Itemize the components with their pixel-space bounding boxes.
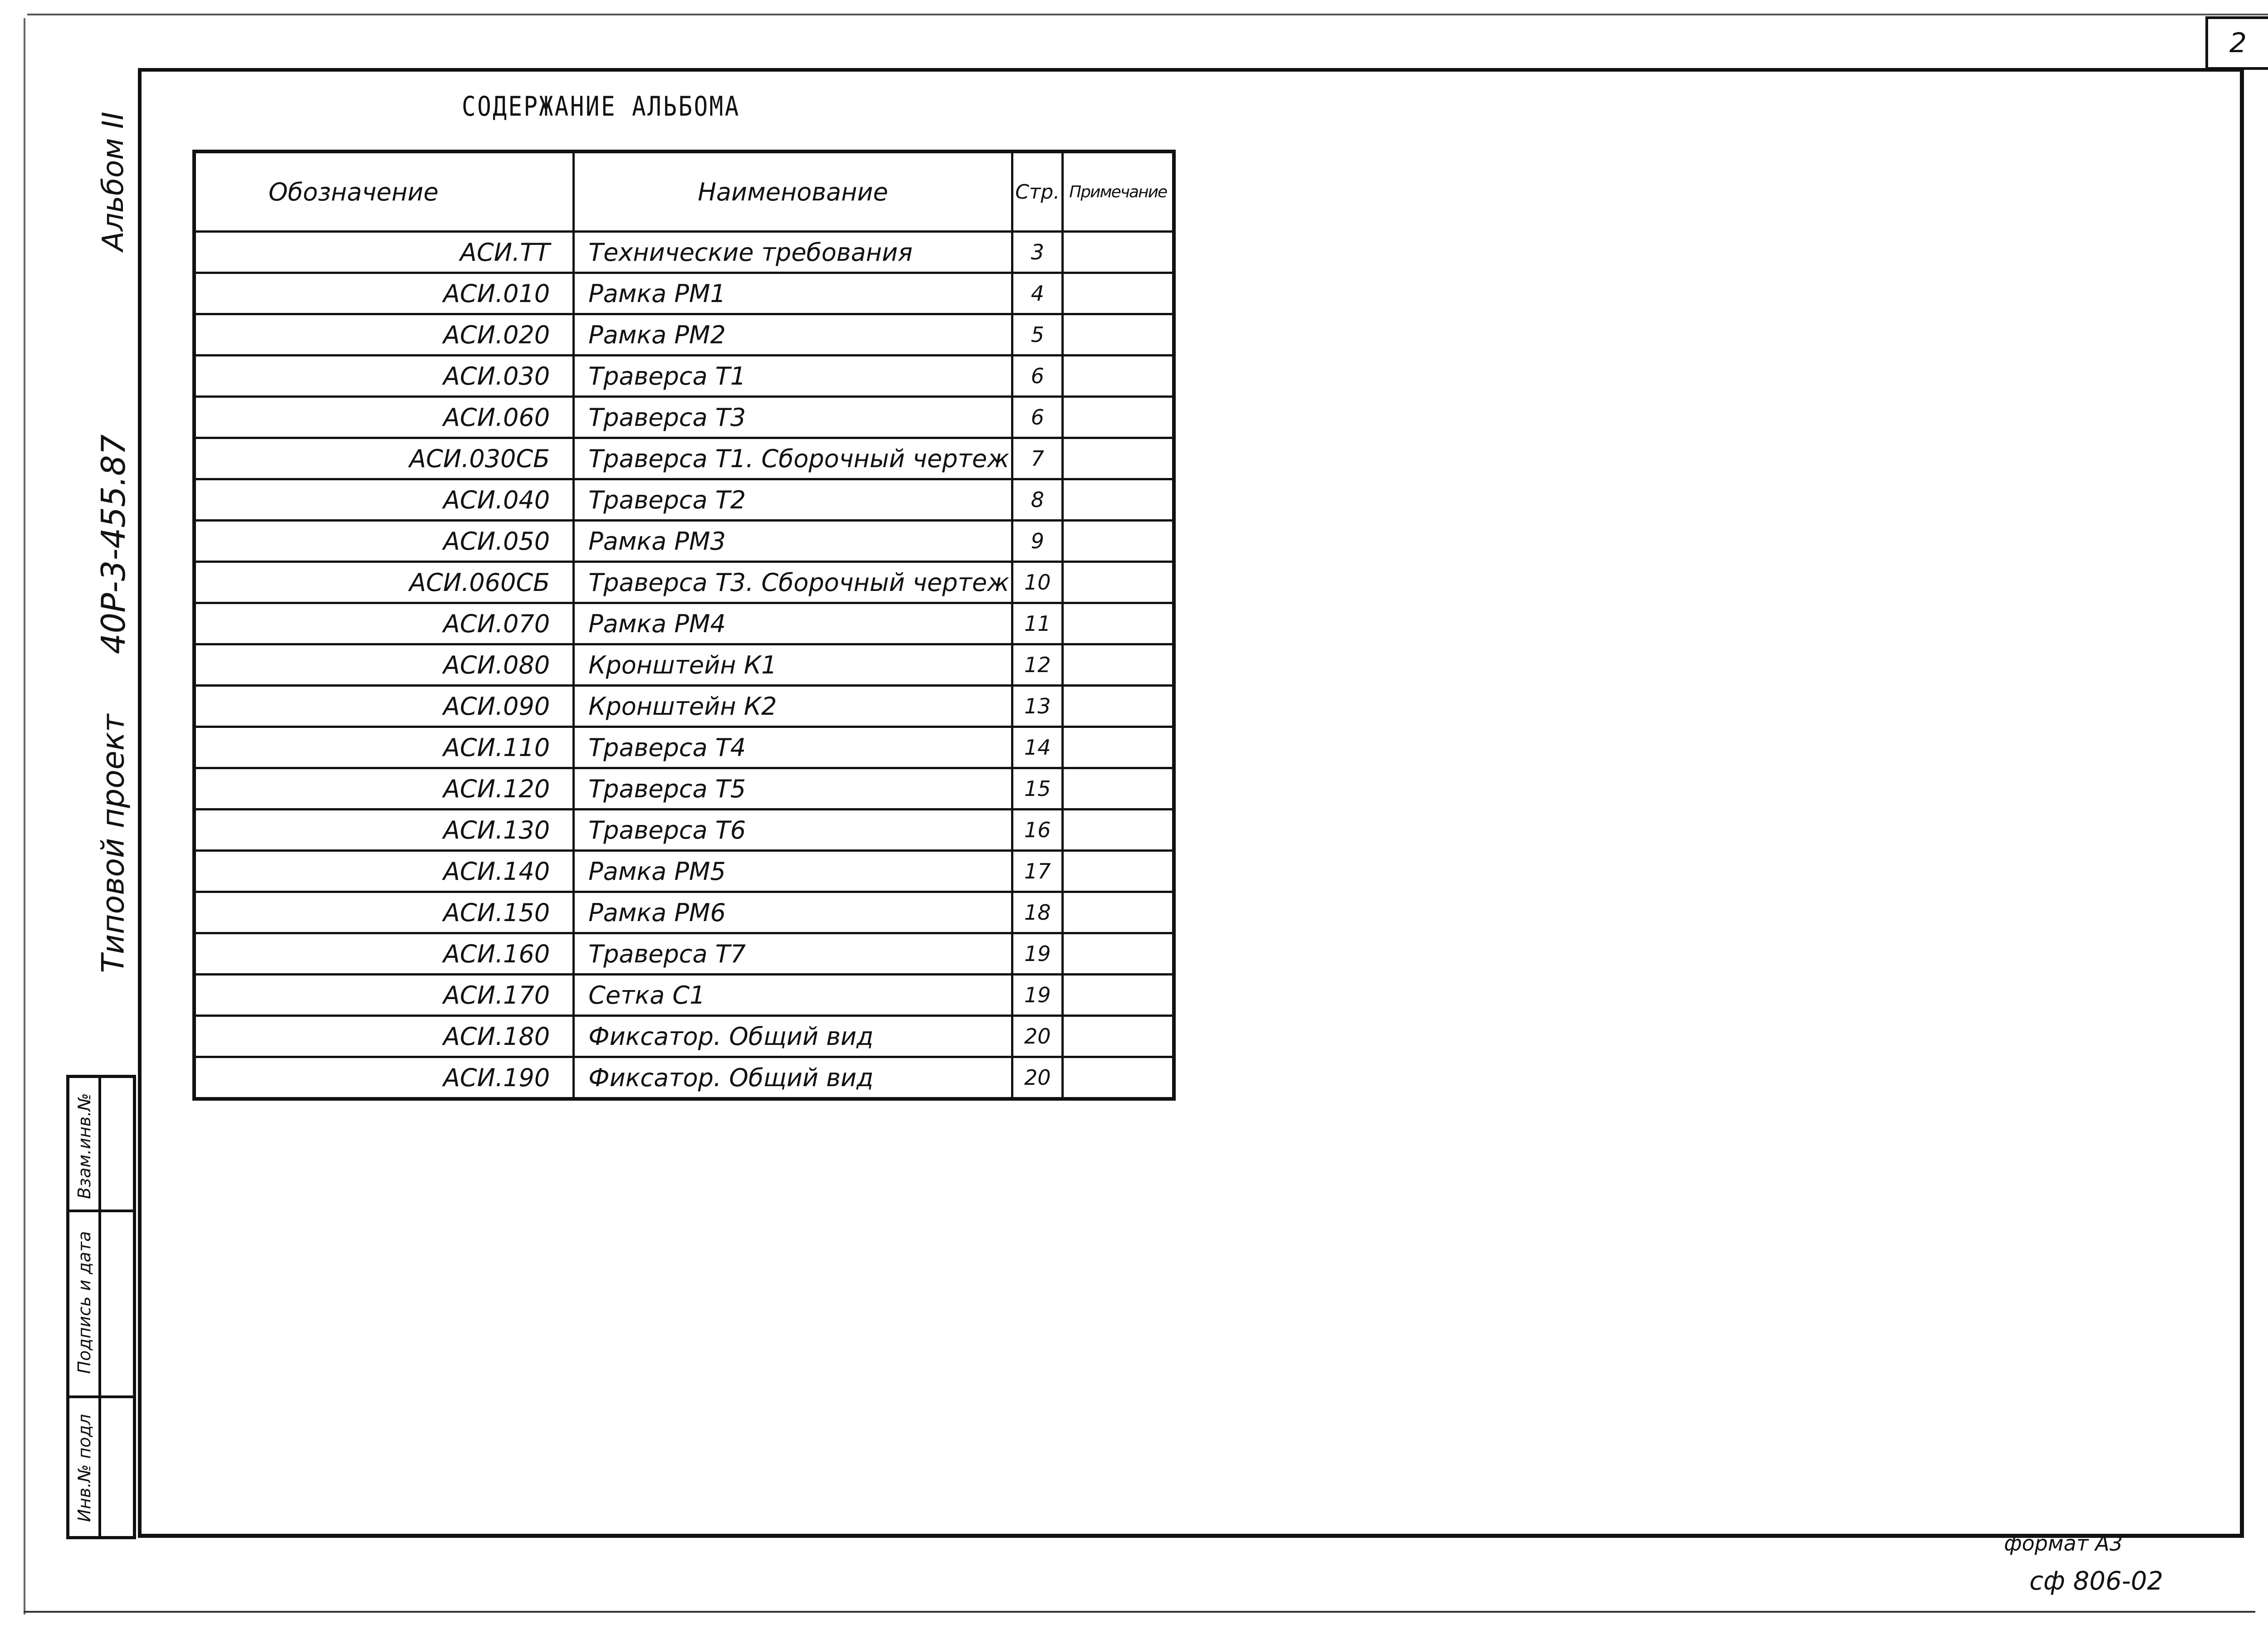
table-row [194,438,1174,479]
row-designation: АСИ.170 [194,975,574,1016]
row-note [1063,975,1174,1016]
table-row [194,562,1174,603]
table-row [194,521,1174,562]
table-row [194,768,1174,810]
row-page: 15 [1012,768,1063,810]
row-note [1063,686,1174,727]
row-page: 19 [1012,975,1063,1016]
row-note [1063,232,1174,273]
row-page: 13 [1012,686,1063,727]
table-row [194,1057,1174,1099]
row-name: Рамка РМ6 [574,892,1012,933]
table-row [194,314,1174,356]
row-page: 20 [1012,1016,1063,1057]
row-designation: АСИ.030 [194,356,574,397]
row-designation: АСИ.050 [194,521,574,562]
row-note [1063,562,1174,603]
approval-stamp [66,1075,136,1539]
stamp-label-signature-date: Подпись и дата [74,1231,94,1374]
row-page: 9 [1012,521,1063,562]
format-label: формат А3 [2004,1531,2123,1556]
table-row [194,479,1174,521]
row-designation: АСИ.ТТ [194,232,574,273]
contents-table [192,150,1176,1101]
table-row [194,644,1174,686]
row-name: Траверса Т6 [574,810,1012,851]
row-note [1063,933,1174,975]
row-name: Фиксатор. Общий вид [574,1016,1012,1057]
row-note [1063,1057,1174,1099]
row-page: 16 [1012,810,1063,851]
project-code: 40Р-3-455.87 [94,434,132,654]
row-note [1063,397,1174,438]
row-note [1063,810,1174,851]
row-note [1063,521,1174,562]
table-row [194,397,1174,438]
header-note: Примечание [1063,151,1174,232]
row-name: Сетка С1 [574,975,1012,1016]
row-designation: АСИ.030СБ [194,438,574,479]
row-designation: АСИ.040 [194,479,574,521]
row-name: Рамка РМ5 [574,851,1012,892]
row-name: Рамка РМ4 [574,603,1012,644]
page-edge-bottom [24,1611,2255,1613]
row-designation: АСИ.060СБ [194,562,574,603]
row-designation: АСИ.150 [194,892,574,933]
row-name: Рамка РМ3 [574,521,1012,562]
row-page: 6 [1012,397,1063,438]
row-page: 12 [1012,644,1063,686]
row-note [1063,768,1174,810]
row-name: Фиксатор. Общий вид [574,1057,1012,1099]
row-designation: АСИ.160 [194,933,574,975]
row-page: 7 [1012,438,1063,479]
page-number-box [2205,16,2268,70]
table-row [194,1016,1174,1057]
row-page: 6 [1012,356,1063,397]
table-row [194,810,1174,851]
row-page: 10 [1012,562,1063,603]
album-contents-title: СОДЕРЖАНИЕ АЛЬБОМА [462,91,740,122]
row-page: 8 [1012,479,1063,521]
table-row [194,851,1174,892]
table-row [194,603,1174,644]
header-designation: Обозначение [194,151,574,232]
row-designation: АСИ.130 [194,810,574,851]
row-page: 4 [1012,273,1063,314]
row-note [1063,603,1174,644]
row-name: Рамка РМ1 [574,273,1012,314]
stamp-divider [69,1210,133,1212]
stamp-divider [69,1395,133,1398]
row-name: Траверса Т1. Сборочный чертеж [574,438,1012,479]
table-row [194,892,1174,933]
table-row [194,933,1174,975]
row-name: Траверса Т3. Сборочный чертеж [574,562,1012,603]
row-name: Траверса Т3 [574,397,1012,438]
row-designation: АСИ.140 [194,851,574,892]
sheet-code: сф 806-02 [2029,1566,2163,1596]
table-row [194,975,1174,1016]
row-page: 17 [1012,851,1063,892]
row-note [1063,1016,1174,1057]
row-designation: АСИ.180 [194,1016,574,1057]
page-number: 2 [2229,27,2247,59]
row-note [1063,356,1174,397]
row-name: Кронштейн К2 [574,686,1012,727]
row-note [1063,273,1174,314]
row-name: Траверса Т1 [574,356,1012,397]
row-name: Траверса Т4 [574,727,1012,768]
table-header-row [194,151,1174,232]
row-note [1063,892,1174,933]
table-row [194,356,1174,397]
table-body [194,232,1174,1099]
table-row [194,273,1174,314]
row-designation: АСИ.090 [194,686,574,727]
row-note [1063,851,1174,892]
table-row [194,727,1174,768]
album-label: Альбом II [97,112,130,251]
stamp-label-original-inv: Инв.№ подл [74,1414,94,1522]
row-designation: АСИ.110 [194,727,574,768]
row-designation: АСИ.070 [194,603,574,644]
row-note [1063,727,1174,768]
page-edge-top [27,14,2268,15]
row-note [1063,438,1174,479]
row-page: 5 [1012,314,1063,356]
table-row [194,686,1174,727]
row-page: 3 [1012,232,1063,273]
row-page: 20 [1012,1057,1063,1099]
page-edge-left [24,18,25,1615]
row-designation: АСИ.060 [194,397,574,438]
row-name: Технические требования [574,232,1012,273]
row-page: 18 [1012,892,1063,933]
row-name: Траверса Т2 [574,479,1012,521]
row-page: 14 [1012,727,1063,768]
row-note [1063,644,1174,686]
row-designation: АСИ.010 [194,273,574,314]
row-note [1063,314,1174,356]
row-designation: АСИ.190 [194,1057,574,1099]
stamp-label-replacement-inv: Взам.инв.№ [74,1093,94,1199]
header-name: Наименование [574,151,1012,232]
project-type: Типовой проект [95,714,132,973]
row-name: Траверса Т7 [574,933,1012,975]
row-note [1063,479,1174,521]
row-designation: АСИ.080 [194,644,574,686]
header-page: Стр. [1012,151,1063,232]
row-page: 19 [1012,933,1063,975]
row-name: Кронштейн К1 [574,644,1012,686]
row-page: 11 [1012,603,1063,644]
table-row [194,232,1174,273]
row-designation: АСИ.120 [194,768,574,810]
row-name: Рамка РМ2 [574,314,1012,356]
row-name: Траверса Т5 [574,768,1012,810]
row-designation: АСИ.020 [194,314,574,356]
